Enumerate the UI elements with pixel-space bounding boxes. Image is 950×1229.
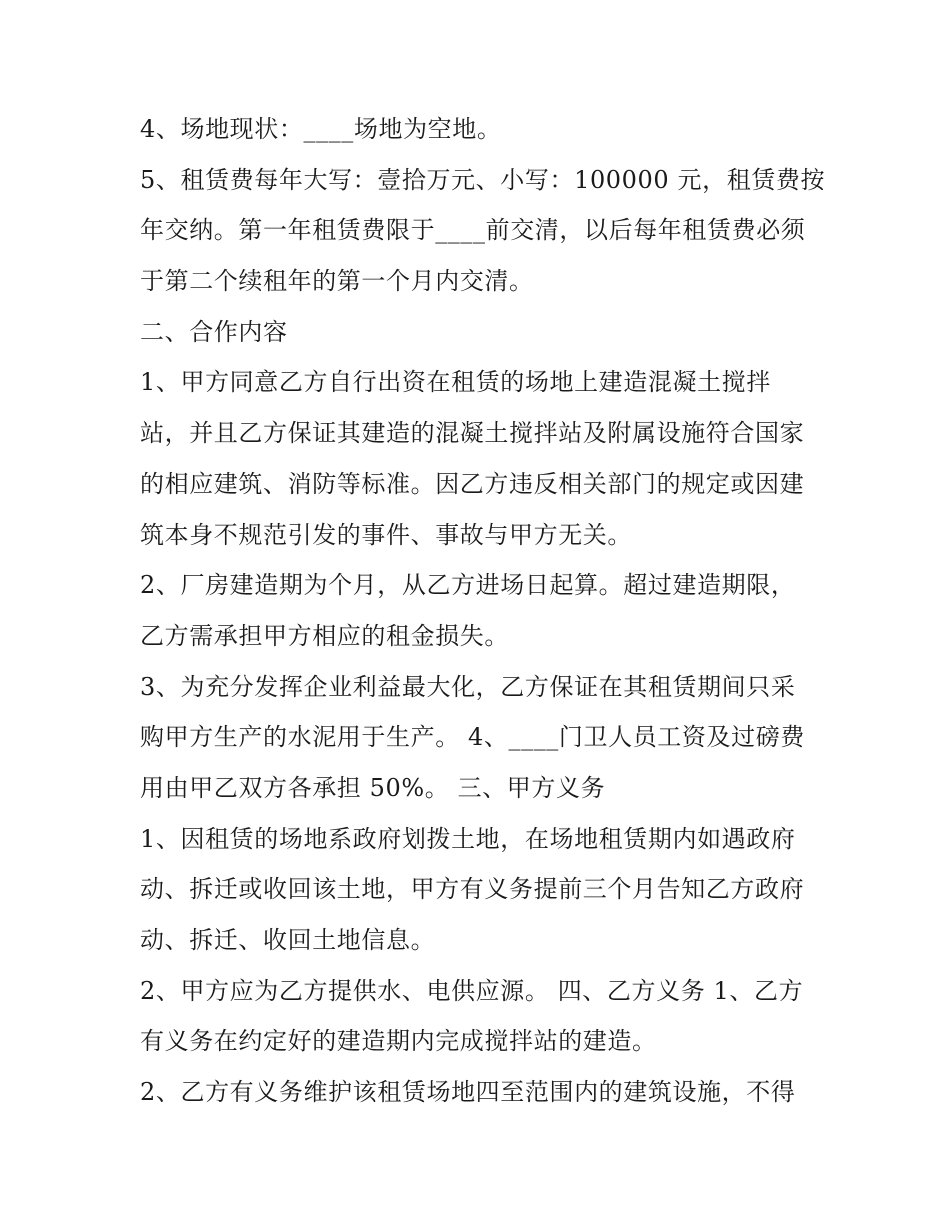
- document-body: [140, 104, 826, 1118]
- text-line: 站，并且乙方保证其建造的混凝土搅拌站及附属设施符合国家: [140, 419, 805, 448]
- text-line: 动、拆迁、收回土地信息。: [140, 926, 436, 954]
- text-line: 3、为充分发挥企业利益最大化，乙方保证在其租赁期间只采: [140, 672, 796, 701]
- text-line: 于第二个续租年的第一个月内交清。: [140, 267, 534, 296]
- section-heading: 二、合作内容: [140, 317, 288, 346]
- text-line: 5、租赁费每年大写：壹拾万元、小写：100000 元，租赁费按: [140, 165, 826, 194]
- text-line: 的相应建筑、消防等标准。因乙方违反相关部门的规定或因建: [140, 469, 805, 498]
- text-line: 1、甲方同意乙方自行出资在租赁的场地上建造混凝土搅拌: [140, 368, 771, 397]
- text-line: 2、乙方有义务维护该租赁场地四至范围内的建筑设施，不得: [140, 1078, 796, 1107]
- text-line: 2、甲方应为乙方提供水、电供应源。 四、乙方义务 1、乙方: [140, 976, 804, 1005]
- text-line: 2、厂房建造期为个月，从乙方进场日起算。超过建造期限，: [140, 571, 796, 600]
- text-line: 购甲方生产的水泥用于生产。 4、____门卫人员工资及过磅费: [140, 723, 805, 752]
- text-line: 4、场地现状：____场地为空地。: [140, 115, 502, 143]
- text-line: 用由甲乙双方各承担 50%。 三、甲方义务: [140, 773, 606, 802]
- text-line: 年交纳。第一年租赁费限于____前交清，以后每年租赁费必须: [140, 216, 806, 245]
- text-line: 动、拆迁或收回该土地，甲方有义务提前三个月告知乙方政府: [140, 875, 805, 904]
- text-line: 1、因租赁的场地系政府划拨土地，在场地租赁期内如遇政府: [140, 824, 796, 853]
- text-line: 筑本身不规范引发的事件、事故与甲方无关。: [140, 520, 632, 549]
- text-line: 有义务在约定好的建造期内完成搅拌站的建造。: [140, 1027, 657, 1056]
- text-line: 乙方需承担甲方相应的租金损失。: [140, 621, 509, 650]
